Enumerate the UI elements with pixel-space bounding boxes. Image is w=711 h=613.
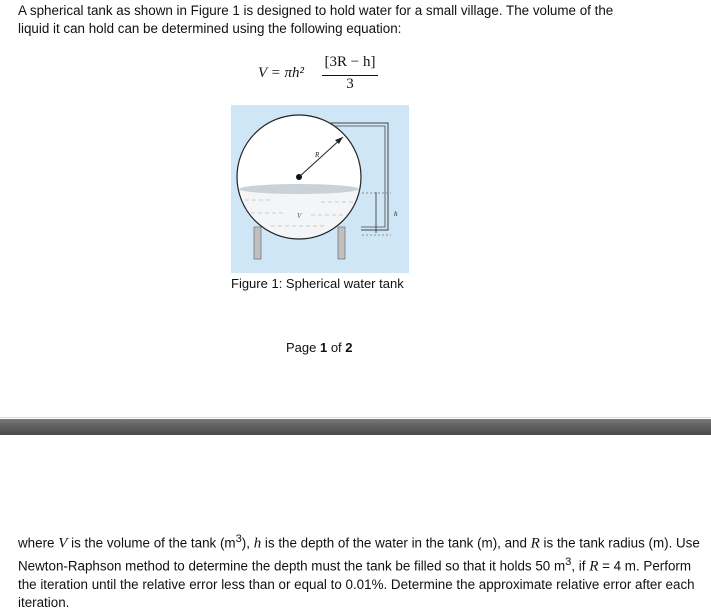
superscript-3b: 3 — [565, 555, 572, 568]
spherical-tank-diagram — [231, 105, 409, 273]
para-text-7: = 4 m. Perform the iteration until the relative error less than or equal to 0.01%. Determine the approximate relative error after each iteration. — [18, 558, 695, 611]
para-text-6: , if — [571, 558, 590, 574]
para-text-5: is the tank radius (m). Use Newton-Raphson method to determine the depth must the tank be filled so that it holds 50 m — [18, 535, 700, 574]
page-middle: of — [327, 340, 346, 355]
page-prefix: Page — [286, 340, 320, 355]
page-indicator — [286, 340, 353, 355]
var-h: h — [253, 535, 262, 552]
superscript-3a: 3 — [235, 533, 242, 545]
equation-lhs: V = πh² — [258, 65, 305, 81]
para-text-2: is the volume of the tank (m — [67, 535, 236, 551]
tank-center-point — [296, 174, 302, 180]
var-R: R — [530, 535, 540, 552]
problem-statement — [18, 530, 703, 613]
para-text-3: ), — [241, 535, 254, 551]
label-V: V — [297, 212, 302, 220]
page-total: 2 — [345, 340, 353, 355]
problem-intro — [18, 2, 698, 38]
label-R: R — [315, 151, 320, 159]
page-current: 1 — [319, 340, 328, 355]
page-gap-line — [0, 417, 711, 418]
equation-denominator: 3 — [346, 76, 354, 92]
para-text-1: where — [18, 535, 59, 551]
para-text-4: is the depth of the water in the tank (m), and — [261, 535, 531, 551]
equation-numerator: [3R − h] — [324, 54, 376, 70]
intro-line-2: liquid it can hold can be determined using the following equation: — [18, 21, 402, 36]
figure-caption: Figure 1: Spherical water tank — [231, 276, 404, 291]
var-V: V — [58, 535, 68, 552]
label-h: h — [394, 210, 398, 218]
volume-equation — [258, 56, 398, 96]
tank-leg-right — [338, 227, 345, 259]
page-separator — [0, 419, 711, 435]
tank-leg-left — [254, 227, 261, 259]
intro-line-1: A spherical tank as shown in Figure 1 is designed to hold water for a small village. The volume of the — [18, 3, 614, 18]
var-R-2: R — [589, 558, 599, 575]
tank-figure — [231, 105, 409, 273]
